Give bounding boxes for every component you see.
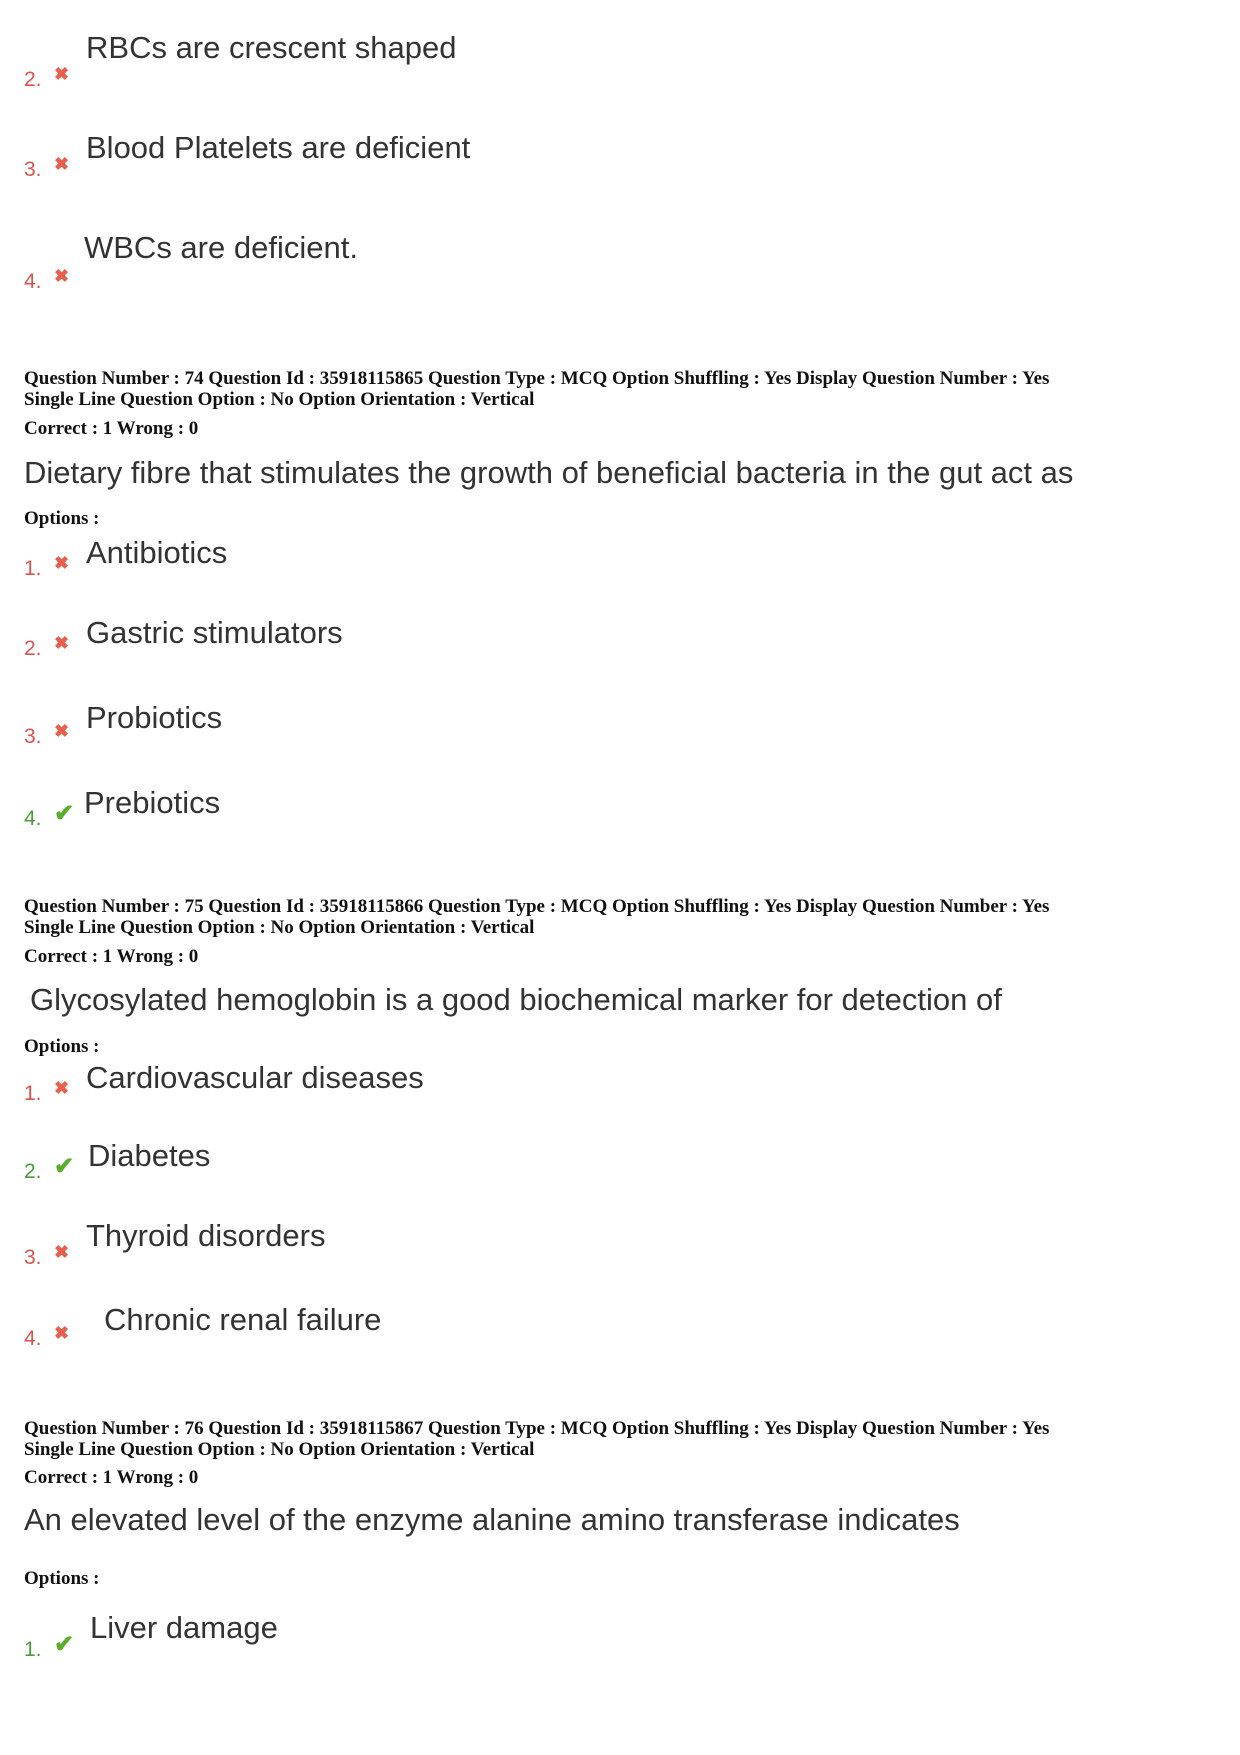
question-text: Dietary fibre that stimulates the growth of beneficial bacteria in the gut act as <box>24 455 1074 490</box>
question-marks: Correct : 1 Wrong : 0 <box>24 946 199 967</box>
options-label: Options : <box>24 1568 100 1589</box>
question-marks: Correct : 1 Wrong : 0 <box>24 418 199 439</box>
cross-icon: ✖ <box>54 64 70 84</box>
question-meta <box>24 1418 1214 1460</box>
option-text: Liver damage <box>90 1610 278 1645</box>
option-text: Antibiotics <box>86 535 228 570</box>
option-item <box>0 30 800 90</box>
option-text: Gastric stimulators <box>86 615 343 650</box>
cross-icon: ✖ <box>54 721 70 741</box>
option-item <box>0 700 800 760</box>
option-number: 3. <box>24 158 42 181</box>
option-item <box>0 1138 800 1198</box>
option-number: 4. <box>24 270 42 293</box>
question-meta-line: Question Number : 75 Question Id : 35918115866 Question Type : MCQ Option Shuffling : Yes Display Question Number : Yes <box>24 896 1050 917</box>
option-number: 3. <box>24 725 42 748</box>
option-number: 2. <box>24 637 42 660</box>
question-marks: Correct : 1 Wrong : 0 <box>24 1467 199 1488</box>
question-text: Glycosylated hemoglobin is a good biochemical marker for detection of <box>30 982 1002 1017</box>
question-meta-line: Single Line Question Option : No Option Orientation : Vertical <box>24 917 535 938</box>
option-text: WBCs are deficient. <box>84 230 358 265</box>
question-meta-line: Single Line Question Option : No Option Orientation : Vertical <box>24 1439 535 1460</box>
check-icon: ✔ <box>54 800 75 827</box>
option-text: Thyroid disorders <box>86 1218 326 1253</box>
cross-icon: ✖ <box>54 1078 70 1098</box>
check-icon: ✔ <box>54 1631 75 1658</box>
option-number: 2. <box>24 1160 42 1183</box>
option-text: Cardiovascular diseases <box>86 1060 424 1095</box>
question-text: An elevated level of the enzyme alanine amino transferase indicates <box>24 1502 960 1537</box>
option-item <box>0 230 800 293</box>
option-text: Diabetes <box>88 1138 211 1173</box>
question-meta-line: Question Number : 76 Question Id : 35918115867 Question Type : MCQ Option Shuffling : Yes Display Question Number : Yes <box>24 1418 1050 1439</box>
option-item <box>0 1060 800 1120</box>
option-item <box>0 1302 800 1362</box>
option-text: Probiotics <box>86 700 223 735</box>
options-label: Options : <box>24 508 100 529</box>
question-meta-line: Single Line Question Option : No Option Orientation : Vertical <box>24 389 535 410</box>
question-meta <box>24 368 1214 410</box>
option-text: RBCs are crescent shaped <box>86 30 457 65</box>
option-number: 1. <box>24 1638 42 1661</box>
option-item <box>0 1218 800 1278</box>
option-item <box>0 130 800 190</box>
question-meta-line: Question Number : 74 Question Id : 35918115865 Question Type : MCQ Option Shuffling : Yes Display Question Number : Yes <box>24 368 1050 389</box>
cross-icon: ✖ <box>54 266 70 286</box>
option-text: Chronic renal failure <box>104 1302 382 1337</box>
cross-icon: ✖ <box>54 1323 70 1343</box>
cross-icon: ✖ <box>54 154 70 174</box>
option-number: 1. <box>24 557 42 580</box>
option-number: 2. <box>24 68 42 91</box>
cross-icon: ✖ <box>54 553 70 573</box>
options-label: Options : <box>24 1036 100 1057</box>
question-meta <box>24 896 1214 938</box>
option-number: 3. <box>24 1246 42 1269</box>
option-number: 4. <box>24 1327 42 1350</box>
cross-icon: ✖ <box>54 633 70 653</box>
option-text: Blood Platelets are deficient <box>86 130 471 165</box>
option-item <box>0 785 800 845</box>
option-item <box>0 615 800 675</box>
option-item <box>0 1610 800 1670</box>
check-icon: ✔ <box>54 1153 75 1180</box>
option-item <box>0 535 800 595</box>
option-text: Prebiotics <box>84 785 221 820</box>
option-number: 4. <box>24 807 42 830</box>
cross-icon: ✖ <box>54 1242 70 1262</box>
option-number: 1. <box>24 1082 42 1105</box>
